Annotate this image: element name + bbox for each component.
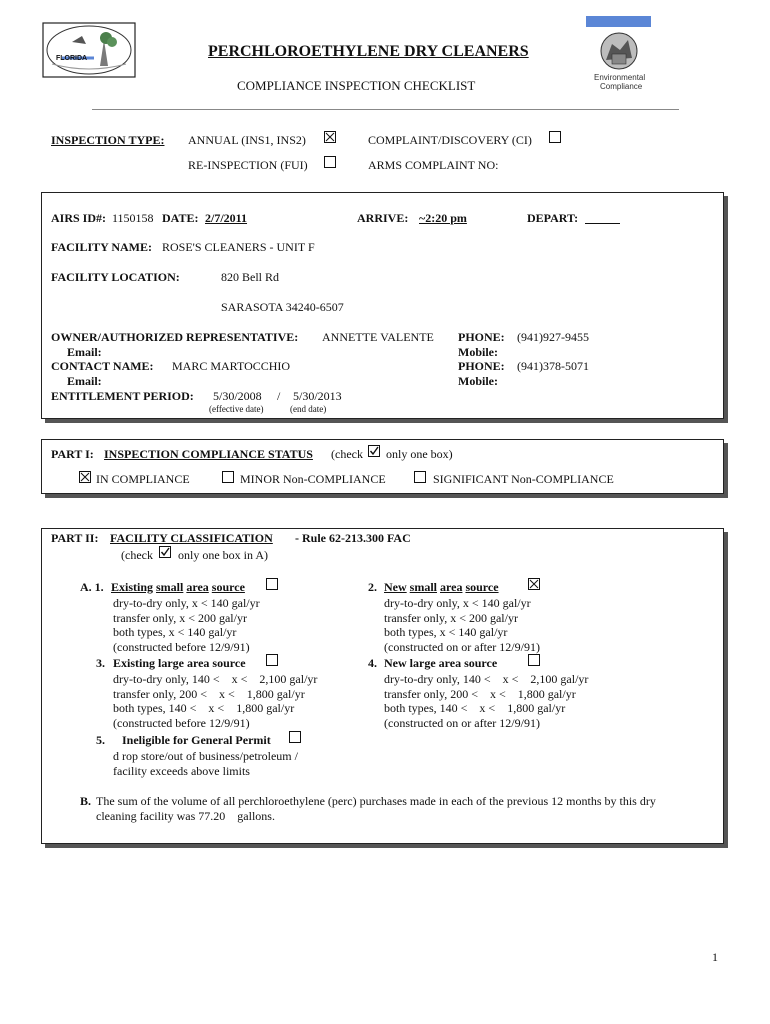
b-label: B. bbox=[80, 794, 92, 808]
a1-number: A. 1. bbox=[80, 580, 104, 594]
a1-title-word4: source bbox=[211, 580, 245, 594]
contact-mobile-label: Mobile: bbox=[458, 374, 498, 388]
a5-title: Ineligible for General Permit bbox=[122, 733, 271, 747]
part1-check-prefix: (check bbox=[331, 447, 363, 461]
a3-line: dry-to-dry only, 140 < x < 2,100 gal/yr bbox=[113, 672, 318, 686]
entitlement-start: 5/30/2008 bbox=[213, 389, 262, 403]
a4-title: New large area source bbox=[384, 656, 498, 670]
facility-name-value: ROSE'S CLEANERS - UNIT F bbox=[162, 240, 315, 254]
in-compliance-label: IN COMPLIANCE bbox=[96, 472, 190, 486]
page-number: 1 bbox=[712, 950, 718, 964]
a2-title-word4: source bbox=[465, 580, 499, 594]
a1-title-word1: Existing bbox=[111, 580, 154, 594]
phone1-value: (941)927-9455 bbox=[517, 330, 589, 344]
annual-label: ANNUAL (INS1, INS2) bbox=[188, 133, 306, 147]
part2-title: FACILITY CLASSIFICATION bbox=[110, 531, 273, 545]
a2-title-word2: small bbox=[409, 580, 438, 594]
part1-check-example-icon bbox=[368, 445, 380, 457]
part1-check-suffix: only one box) bbox=[386, 447, 453, 461]
date-label: DATE: bbox=[162, 211, 199, 225]
part2-check-suffix: only one box in A) bbox=[178, 548, 268, 562]
part1-label: PART I: bbox=[51, 447, 94, 461]
complaint-label: COMPLAINT/DISCOVERY (CI) bbox=[368, 133, 532, 147]
a5-line: d rop store/out of business/petroleum / bbox=[113, 749, 298, 763]
a1-title-word2: small bbox=[156, 580, 184, 594]
a2-line: dry-to-dry only, x < 140 gal/yr bbox=[384, 596, 531, 610]
florida-dep-logo bbox=[42, 22, 136, 78]
facility-address-line1: 820 Bell Rd bbox=[221, 270, 280, 284]
part1-title: INSPECTION COMPLIANCE STATUS bbox=[104, 447, 313, 461]
part2-check-prefix: (check bbox=[121, 548, 153, 562]
logo-right-line2: Compliance bbox=[600, 82, 643, 91]
inspection-type-label: INSPECTION TYPE: bbox=[51, 133, 165, 147]
minor-noncompliance-label: MINOR Non-COMPLIANCE bbox=[240, 472, 386, 486]
phone2-value: (941)378-5071 bbox=[517, 359, 589, 373]
owner-label: OWNER/AUTHORIZED REPRESENTATIVE: bbox=[51, 330, 299, 344]
part2-check-example-icon bbox=[159, 546, 171, 558]
a4-line: (constructed on or after 12/9/91) bbox=[384, 716, 540, 730]
a1-checkbox[interactable] bbox=[266, 578, 278, 590]
depart-blank[interactable] bbox=[585, 223, 620, 224]
reinspection-label: RE-INSPECTION (FUI) bbox=[188, 158, 308, 172]
reinspection-checkbox[interactable] bbox=[324, 156, 336, 168]
logo-right-line1: Environmental bbox=[594, 73, 646, 82]
significant-noncompliance-label: SIGNIFICANT Non-COMPLIANCE bbox=[433, 472, 614, 486]
effective-date-note: (effective date) bbox=[209, 404, 264, 414]
a3-number: 3. bbox=[96, 656, 105, 670]
significant-noncompliance-checkbox[interactable] bbox=[414, 471, 426, 483]
depart-label: DEPART: bbox=[527, 211, 579, 225]
a3-line: both types, 140 < x < 1,800 gal/yr bbox=[113, 701, 295, 715]
entitlement-separator: / bbox=[277, 389, 281, 403]
a5-number: 5. bbox=[96, 733, 105, 747]
environmental-compliance-logo bbox=[598, 30, 640, 72]
a4-number: 4. bbox=[368, 656, 377, 670]
a1-line: dry-to-dry only, x < 140 gal/yr bbox=[113, 596, 260, 610]
entitlement-end: 5/30/2013 bbox=[293, 389, 342, 403]
annual-checkbox[interactable] bbox=[324, 131, 336, 143]
a3-title: Existing large area source bbox=[113, 656, 246, 670]
date-value: 2/7/2011 bbox=[205, 211, 248, 225]
a4-line: both types, 140 < x < 1,800 gal/yr bbox=[384, 701, 566, 715]
a1-title bbox=[111, 580, 245, 595]
a1-line: both types, x < 140 gal/yr bbox=[113, 625, 237, 639]
a2-title-word3: area bbox=[440, 580, 463, 594]
minor-noncompliance-checkbox[interactable] bbox=[222, 471, 234, 483]
brand-color-bar bbox=[586, 16, 651, 27]
phone2-label: PHONE: bbox=[458, 359, 505, 373]
a2-line: both types, x < 140 gal/yr bbox=[384, 625, 508, 639]
a5-line: facility exceeds above limits bbox=[113, 764, 250, 778]
contact-label: CONTACT NAME: bbox=[51, 359, 154, 373]
a1-title-word3: area bbox=[186, 580, 209, 594]
arrive-label: ARRIVE: bbox=[357, 211, 409, 225]
logo-florida-text: FLORIDA bbox=[56, 55, 88, 62]
a2-title bbox=[384, 580, 499, 595]
a2-line: transfer only, x < 200 gal/yr bbox=[384, 611, 518, 625]
owner-value: ANNETTE VALENTE bbox=[322, 330, 434, 344]
facility-address-line2: SARASOTA 34240-6507 bbox=[221, 300, 344, 314]
facility-name-label: FACILITY NAME: bbox=[51, 240, 152, 254]
a4-line: transfer only, 200 < x < 1,800 gal/yr bbox=[384, 687, 576, 701]
complaint-checkbox[interactable] bbox=[549, 131, 561, 143]
airs-label: AIRS ID#: bbox=[51, 211, 107, 225]
in-compliance-checkbox[interactable] bbox=[79, 471, 91, 483]
facility-info-box bbox=[41, 192, 724, 419]
a3-line: (constructed before 12/9/91) bbox=[113, 716, 250, 730]
page-subtitle: COMPLIANCE INSPECTION CHECKLIST bbox=[237, 78, 476, 93]
a3-checkbox[interactable] bbox=[266, 654, 278, 666]
airs-value: 1150158 bbox=[112, 211, 154, 225]
owner-email-label: Email: bbox=[67, 345, 102, 359]
a3-line: transfer only, 200 < x < 1,800 gal/yr bbox=[113, 687, 305, 701]
contact-email-label: Email: bbox=[67, 374, 102, 388]
end-date-note: (end date) bbox=[290, 404, 327, 414]
phone1-label: PHONE: bbox=[458, 330, 505, 344]
header-divider bbox=[92, 109, 679, 110]
b-line1: The sum of the volume of all perchloroethylene (perc) purchases made in each of the previous 12 months by this dry bbox=[96, 794, 656, 808]
arms-complaint-label: ARMS COMPLAINT NO: bbox=[368, 158, 499, 172]
a1-line: transfer only, x < 200 gal/yr bbox=[113, 611, 247, 625]
b-line2: cleaning facility was 77.20 gallons. bbox=[96, 809, 275, 823]
entitlement-label: ENTITLEMENT PERIOD: bbox=[51, 389, 194, 403]
a2-line: (constructed on or after 12/9/91) bbox=[384, 640, 540, 654]
part2-label: PART II: bbox=[51, 531, 99, 545]
contact-value: MARC MARTOCCHIO bbox=[172, 359, 291, 373]
a2-checkbox[interactable] bbox=[528, 578, 540, 590]
a2-number: 2. bbox=[368, 580, 377, 594]
a4-checkbox[interactable] bbox=[528, 654, 540, 666]
a5-checkbox[interactable] bbox=[289, 731, 301, 743]
facility-location-label: FACILITY LOCATION: bbox=[51, 270, 180, 284]
owner-mobile-label: Mobile: bbox=[458, 345, 498, 359]
a4-line: dry-to-dry only, 140 < x < 2,100 gal/yr bbox=[384, 672, 589, 686]
a2-title-word1: New bbox=[384, 580, 407, 594]
page-title: PERCHLOROETHYLENE DRY CLEANERS bbox=[208, 43, 529, 60]
part2-rule: - Rule 62-213.300 FAC bbox=[295, 531, 411, 545]
arrive-value: ~2:20 pm bbox=[419, 211, 467, 225]
a1-line: (constructed before 12/9/91) bbox=[113, 640, 250, 654]
